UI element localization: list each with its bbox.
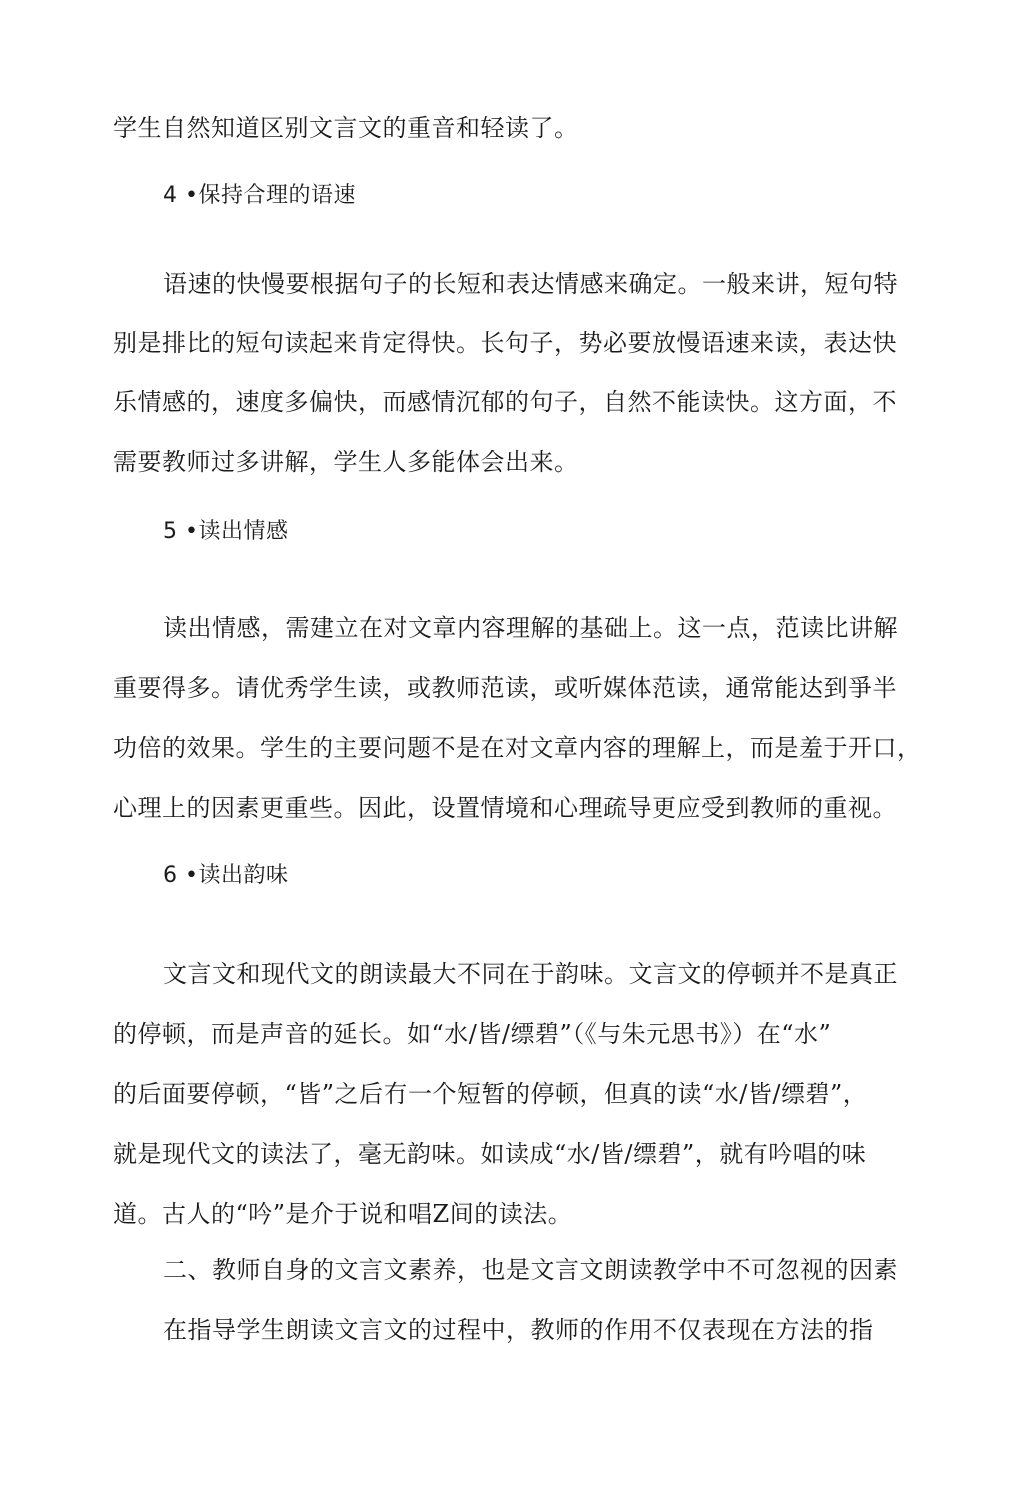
paragraph-line: 功倍的效果。学生的主要问题不是在对文章内容的理解上，而是羞于开口， bbox=[113, 734, 922, 762]
paragraph-line: 语速的快慢要根据句子的长短和表达情感来确定。一般来讲，短句特 bbox=[163, 270, 898, 298]
paragraph-line: 别是排比的短句读起来肯定得快。长句子，势必要放慢语速来读，表达快 bbox=[113, 329, 897, 357]
paragraph-line: 文言文和现代文的朗读最大不同在于韵味。文言文的停顿并不是真正 bbox=[163, 960, 898, 988]
paragraph-line: 就是现代文的读法了，毫无韵味。如读成“水/皆/缥碧”，就有吟唱的味 bbox=[113, 1140, 867, 1168]
paragraph-line: 学生自然知道区别文言文的重音和轻读了。 bbox=[113, 114, 579, 142]
paragraph-line: 的停顿，而是声音的延长。如“水/皆/缥碧”（《与朱元思书》）在“水” bbox=[113, 1020, 832, 1048]
section-heading-4: 4 •保持合理的语速 bbox=[163, 183, 356, 208]
paragraph-line: 读出情感，需建立在对文章内容理解的基础上。这一点，范读比讲解 bbox=[163, 614, 898, 642]
section-heading-2: 二、教师自身的文言文素养，也是文言文朗读教学中不可忽视的因素 bbox=[163, 1256, 898, 1284]
paragraph-line: 道。古人的“吟”是介于说和唱Z间的读法。 bbox=[113, 1200, 573, 1228]
paragraph-line: 需要教师过多讲解，学生人多能体会出来。 bbox=[113, 448, 579, 476]
paragraph-line: 在指导学生朗读文言文的过程中，教师的作用不仅表现在方法的指 bbox=[163, 1316, 874, 1344]
paragraph-line: 心理上的因素更重些。因此，设置情境和心理疏导更应受到教师的重视。 bbox=[113, 794, 897, 822]
paragraph-line: 乐情感的，速度多偏快，而感情沉郁的句子，自然不能读快。这方面，不 bbox=[113, 388, 897, 416]
section-heading-6: 6 •读出韵味 bbox=[163, 863, 289, 888]
paragraph-line: 的后面要停顿，“皆”之后冇一个短暂的停顿，但真的读“水/皆/缥碧”， bbox=[113, 1080, 868, 1108]
section-heading-5: 5 •读出情感 bbox=[163, 519, 289, 544]
paragraph-line: 重要得多。请优秀学生读，或教师范读，或听媒体范读，通常能达到爭半 bbox=[113, 674, 897, 702]
